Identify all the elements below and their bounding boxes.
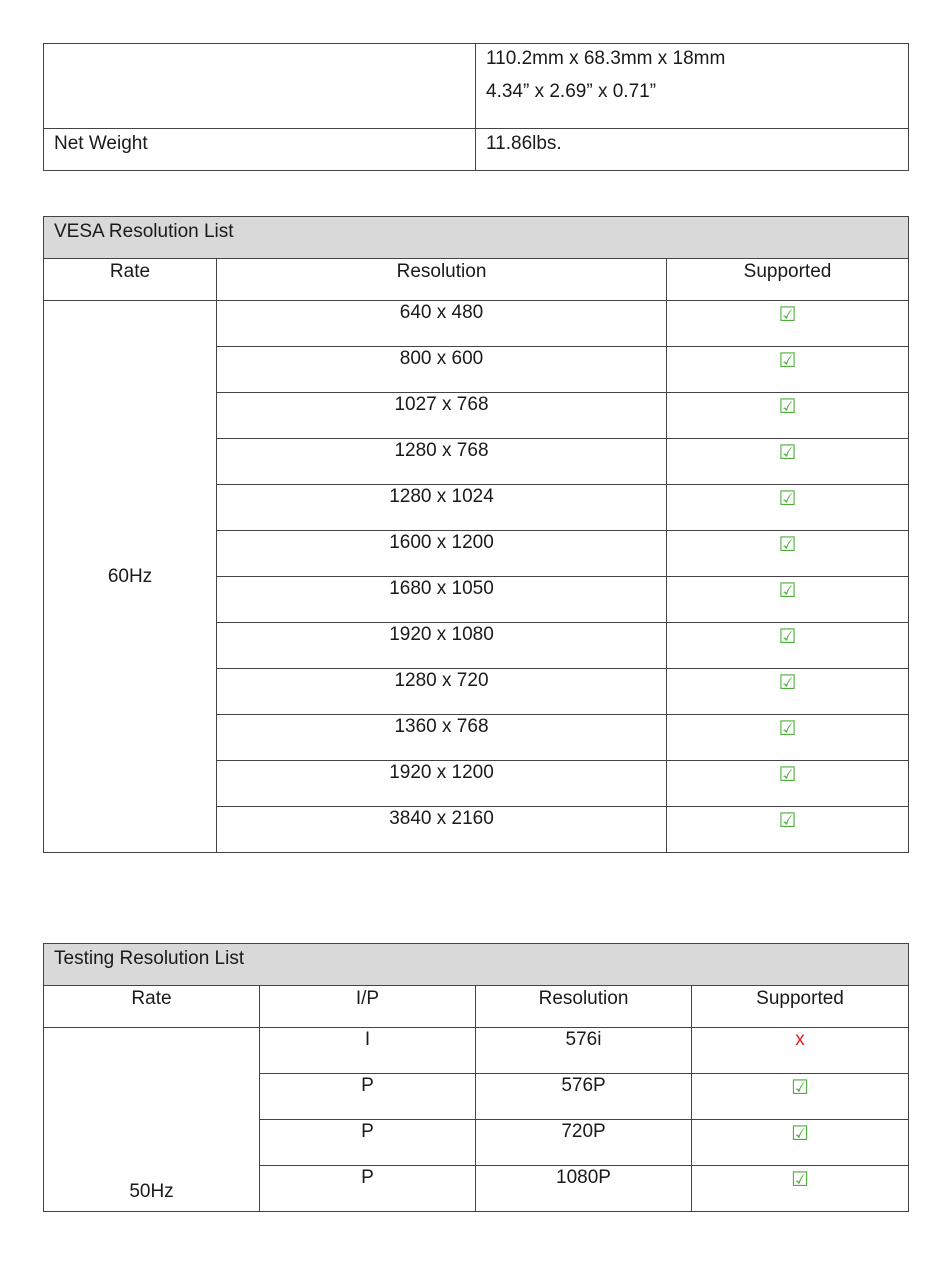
supported-check-icon: ☑ [667,807,909,853]
table-row [44,301,909,347]
net-weight-row [44,129,909,171]
resolution-cell: 1027 x 768 [217,393,667,439]
resolution-cell: 1080P [476,1166,692,1212]
supported-check-icon: ☑ [667,577,909,623]
dimensions-value [476,44,909,129]
supported-check-icon: ☑ [667,347,909,393]
dimensions-label [44,44,476,129]
ip-cell: I [260,1028,476,1074]
table-title-row [44,944,909,986]
ip-cell: P [260,1074,476,1120]
resolution-cell: 1920 x 1200 [217,761,667,807]
column-header-row [44,259,909,301]
table-title-row [44,217,909,259]
supported-check-icon: ☑ [667,485,909,531]
resolution-cell: 1680 x 1050 [217,577,667,623]
supported-check-icon: ☑ [692,1074,909,1120]
vesa-title: VESA Resolution List [44,217,909,259]
unsupported-cross-icon: x [692,1028,909,1074]
resolution-cell: 720P [476,1120,692,1166]
supported-check-icon: ☑ [667,761,909,807]
testing-resolution-table [43,943,909,1212]
supported-check-icon: ☑ [667,623,909,669]
testing-title: Testing Resolution List [44,944,909,986]
spec-table [43,43,909,171]
col-header-rate: Rate [44,986,260,1028]
resolution-cell: 1280 x 1024 [217,485,667,531]
supported-check-icon: ☑ [667,393,909,439]
resolution-cell: 1360 x 768 [217,715,667,761]
ip-cell: P [260,1166,476,1212]
resolution-cell: 1600 x 1200 [217,531,667,577]
dimensions-in: 4.34” x 2.69” x 0.71” [486,81,657,102]
dimensions-mm: 110.2mm x 68.3mm x 18mm [486,48,726,69]
resolution-cell: 3840 x 2160 [217,807,667,853]
col-header-rate: Rate [44,259,217,301]
resolution-cell: 800 x 600 [217,347,667,393]
table-row [44,1028,909,1074]
col-header-resolution: Resolution [476,986,692,1028]
column-header-row [44,986,909,1028]
resolution-cell: 576i [476,1028,692,1074]
resolution-cell: 640 x 480 [217,301,667,347]
supported-check-icon: ☑ [667,669,909,715]
vesa-resolution-table [43,216,909,853]
supported-check-icon: ☑ [667,715,909,761]
net-weight-label: Net Weight [44,129,476,171]
resolution-cell: 1280 x 768 [217,439,667,485]
net-weight-value: 11.86lbs. [476,129,909,171]
col-header-resolution: Resolution [217,259,667,301]
resolution-cell: 1280 x 720 [217,669,667,715]
resolution-cell: 576P [476,1074,692,1120]
resolution-cell: 1920 x 1080 [217,623,667,669]
ip-cell: P [260,1120,476,1166]
col-header-ip: I/P [260,986,476,1028]
rate-cell: 50Hz [44,1028,260,1212]
supported-check-icon: ☑ [692,1120,909,1166]
supported-check-icon: ☑ [667,531,909,577]
col-header-supported: Supported [692,986,909,1028]
supported-check-icon: ☑ [692,1166,909,1212]
col-header-supported: Supported [667,259,909,301]
rate-cell: 60Hz [44,301,217,853]
supported-check-icon: ☑ [667,301,909,347]
dimensions-row [44,44,909,129]
supported-check-icon: ☑ [667,439,909,485]
